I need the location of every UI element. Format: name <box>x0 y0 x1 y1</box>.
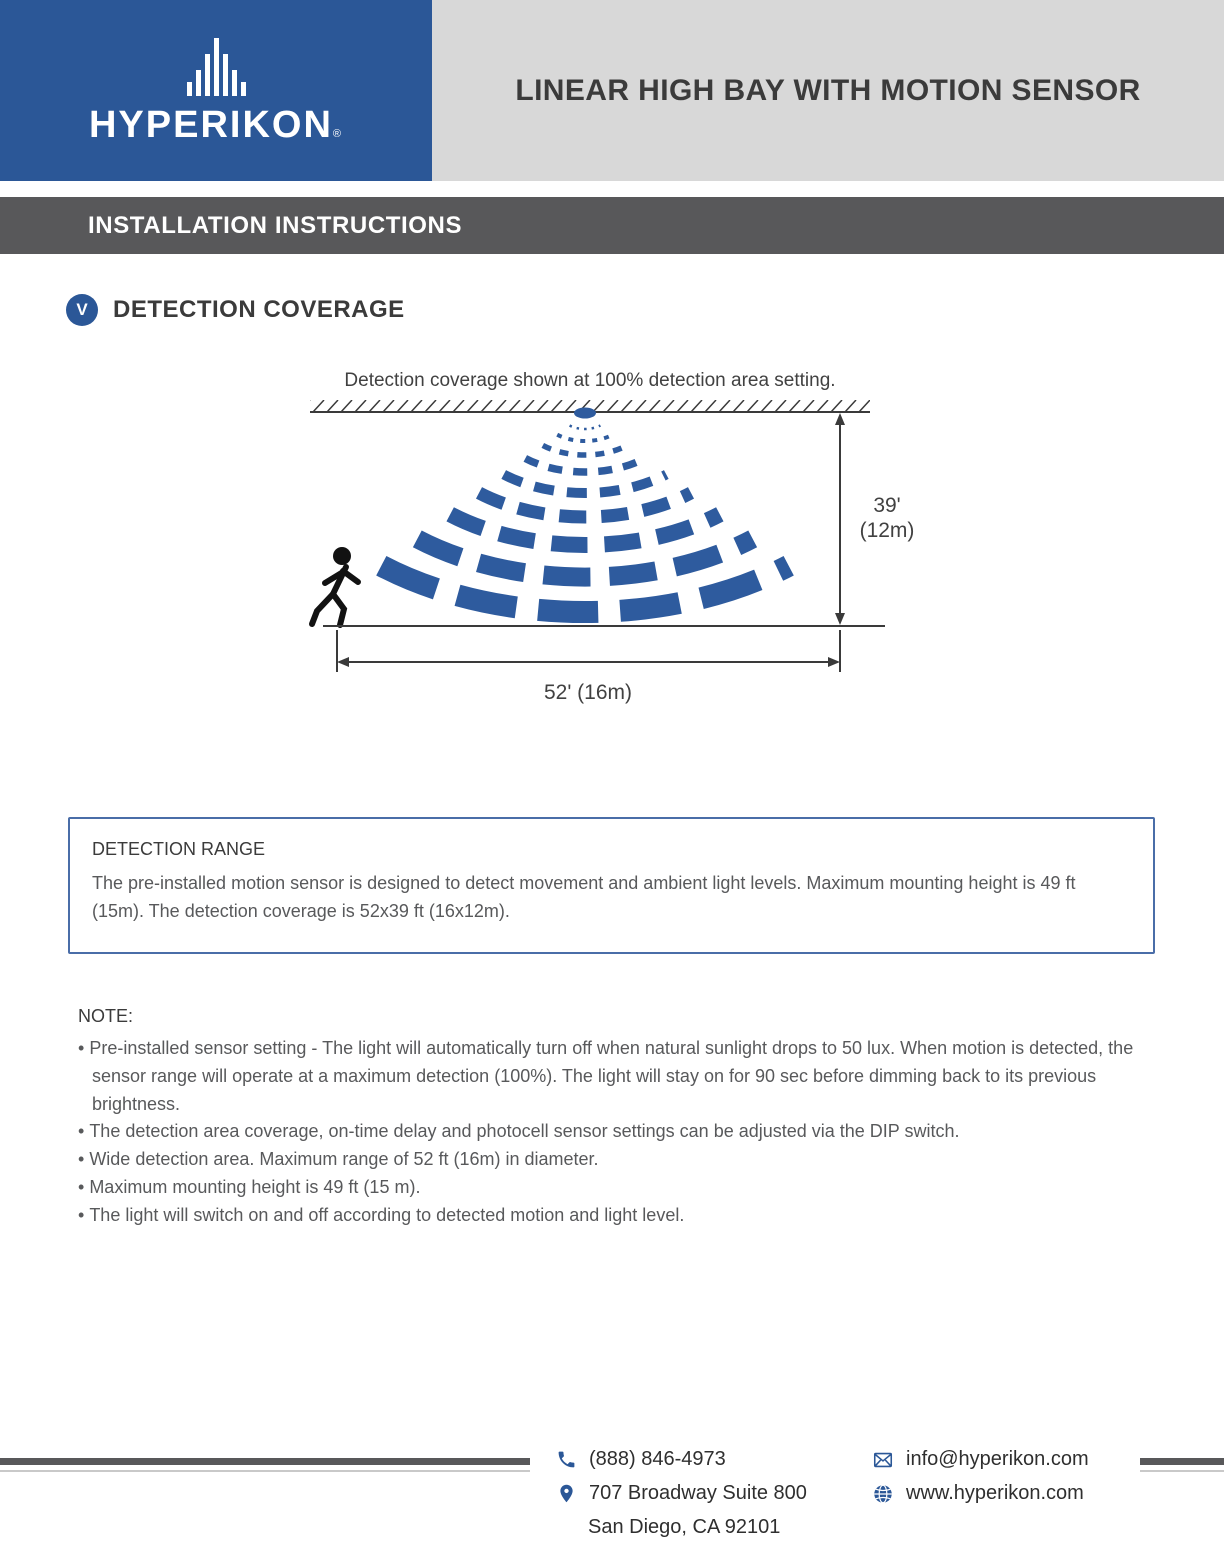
email-icon <box>872 1449 894 1471</box>
diagram-caption: Detection coverage shown at 100% detection area setting. <box>344 370 836 391</box>
height-label-feet: 39' <box>873 494 901 517</box>
banner-label: INSTALLATION INSTRUCTIONS <box>88 211 463 239</box>
address-line2: San Diego, CA 92101 <box>588 1516 781 1538</box>
note-bullet: • The detection area coverage, on-time delay and photocell sensor settings can be adjusted via the DIP switch. <box>78 1118 1144 1146</box>
height-dimension <box>835 413 914 625</box>
address-row <box>556 1482 807 1505</box>
title-band <box>432 0 1224 181</box>
registered-mark: ® <box>332 127 344 140</box>
detection-range-body: The pre-installed motion sensor is designed to detect movement and ambient light levels. Maximum mounting height is 49 ft (15m). The detection coverage is 52x39 ft (16x12m). <box>92 873 1076 921</box>
footer-rule-right-thin <box>1140 1470 1224 1472</box>
phone-icon <box>556 1449 577 1470</box>
address-line1: 707 Broadway Suite 800 <box>589 1482 807 1504</box>
section-heading <box>66 294 1224 326</box>
detection-range-box <box>68 817 1155 954</box>
note-bullet: • Pre-installed sensor setting - The light will automatically turn off when natural sunlight drops to 50 lux. When motion is detected, the sensor range will operate at a maximum detection (100%). The light will stay on for 90 sec before dimming back to its previous brightness. <box>78 1035 1144 1119</box>
location-pin-icon <box>556 1483 577 1504</box>
logo-panel <box>0 0 432 181</box>
phone-number: (888) 846-4973 <box>589 1448 726 1470</box>
phone-row <box>556 1448 807 1471</box>
page-header <box>0 0 1224 181</box>
footer-rule-right-thick <box>1140 1458 1224 1465</box>
detection-arcs <box>381 426 788 613</box>
page-title: LINEAR HIGH BAY WITH MOTION SENSOR <box>515 73 1141 107</box>
hyperikon-logo-icon <box>187 38 246 96</box>
note-section <box>78 1006 1144 1230</box>
email-row <box>872 1448 1089 1471</box>
installation-instructions-banner <box>0 197 1224 254</box>
section-title: DETECTION COVERAGE <box>113 296 405 323</box>
footer-contact-right <box>872 1448 1089 1505</box>
footer-rule-left-thick <box>0 1458 530 1465</box>
motion-sensor-icon <box>574 408 596 419</box>
width-dimension <box>337 630 840 704</box>
footer-rule-left-thin <box>0 1470 530 1472</box>
address-row-2 <box>588 1516 807 1539</box>
note-bullet: • The light will switch on and off according to detected motion and light level. <box>78 1202 1144 1230</box>
email-address: info@hyperikon.com <box>906 1448 1089 1470</box>
detection-coverage-diagram <box>285 370 965 717</box>
website-row <box>872 1482 1089 1505</box>
logo-wordmark: HYPERIKON <box>88 103 333 146</box>
footer-contact-left <box>556 1448 807 1539</box>
coverage-fan-drawing <box>285 400 965 712</box>
note-title: NOTE: <box>78 1005 134 1026</box>
height-label-meters: (12m) <box>859 519 915 542</box>
section-number-badge: V <box>66 294 98 326</box>
hyperikon-logo-text <box>88 103 344 146</box>
note-bullet: • Maximum mounting height is 49 ft (15 m). <box>78 1174 1144 1202</box>
detection-range-title: DETECTION RANGE <box>92 839 266 859</box>
width-label: 52' (16m) <box>543 681 633 704</box>
person-icon <box>312 547 358 625</box>
website-url: www.hyperikon.com <box>906 1482 1084 1504</box>
globe-icon <box>872 1483 894 1505</box>
note-bullet: • Wide detection area. Maximum range of 52 ft (16m) in diameter. <box>78 1146 1144 1174</box>
